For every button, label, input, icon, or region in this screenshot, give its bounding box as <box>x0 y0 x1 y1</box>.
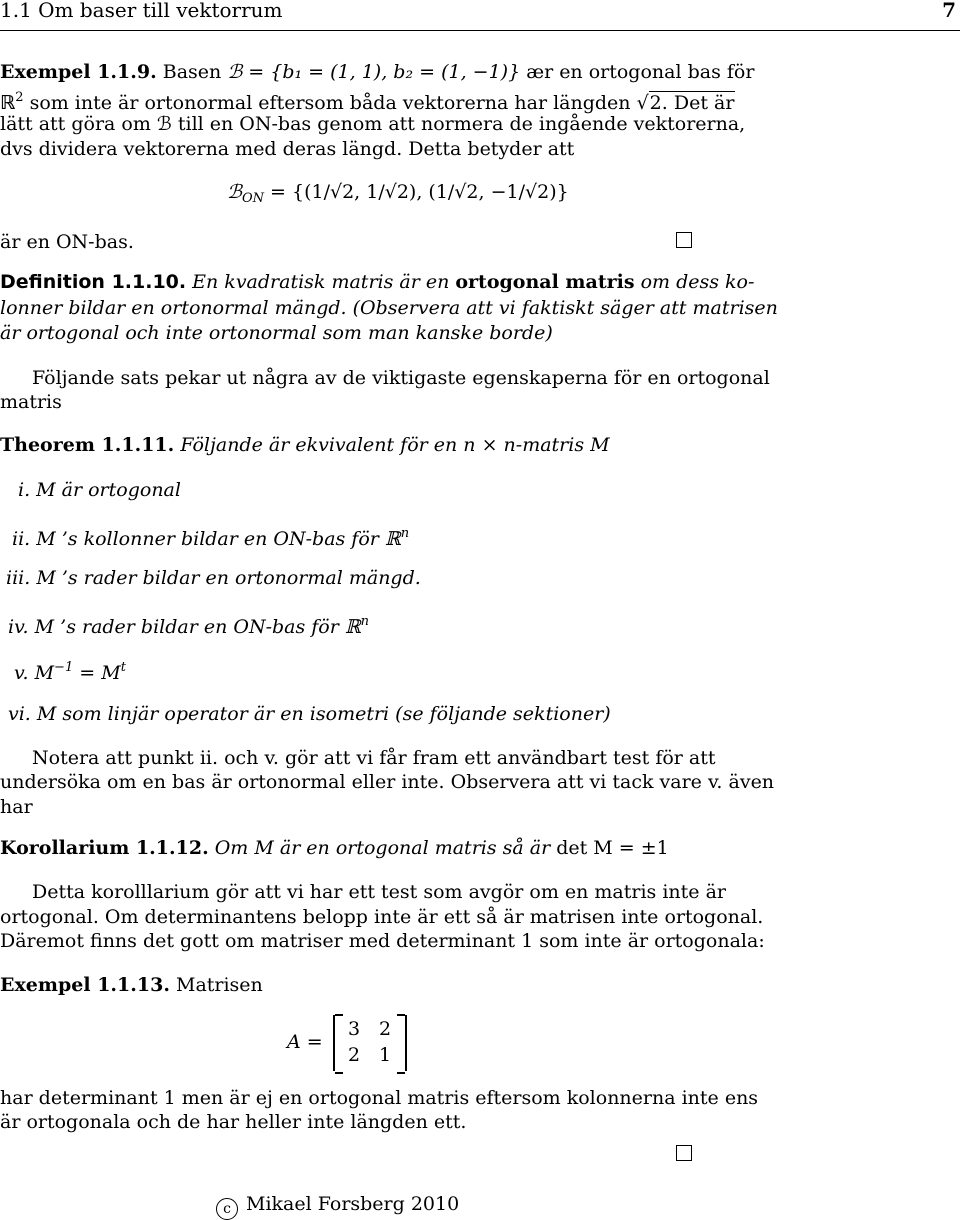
matrix-cell: 2 <box>348 1044 361 1066</box>
definition-term: ortogonal matris <box>455 271 635 293</box>
item-text: M ’s rader bildar en ortonormal mängd. <box>36 567 421 589</box>
qed-box <box>676 1145 692 1161</box>
example-1-1-9-line4: dvs dividera vektorerna med deras längd. Detta betyder att <box>0 138 575 160</box>
corollary-label: Korollarium 1.1.12. <box>0 837 209 859</box>
corollary-note-line1: Detta korolllarium gör att vi har ett test som avgör om en matris inte är <box>32 881 726 903</box>
basis-formula: ℬ = {b₁ = (1, 1), b₂ = (1, −1)} <box>227 61 521 83</box>
theorem-label: Theorem 1.1.11. <box>0 434 175 456</box>
note-line3: har <box>0 796 33 818</box>
example-label: Exempel 1.1.9. <box>0 61 157 83</box>
example-label: Exempel 1.1.13. <box>0 974 170 996</box>
item-superscript: n <box>400 526 410 541</box>
intro-line1: Följande sats pekar ut några av de viktigaste egenskaperna för en ortogonal <box>32 367 770 389</box>
item-text: M som linjär operator är en isometri (se följande sektioner) <box>36 703 611 725</box>
item-number: iii. <box>6 567 31 589</box>
copyright-icon: c <box>216 1198 238 1220</box>
note-line1: Notera att punkt ii. och v. gör att vi får fram ett användbart test för att <box>32 747 716 769</box>
matrix-A <box>333 1015 407 1071</box>
display-symbol: ℬ <box>227 181 242 203</box>
display-formula-on-basis <box>227 180 569 211</box>
example-1-1-13-after1: har determinant 1 men är ej en ortogonal matris eftersom kolonnerna inte ens <box>0 1087 759 1109</box>
example-text: som inte är ortonormal eftersom båda vektorerna har längden <box>29 92 637 114</box>
definition-label: Definition 1.1.10. <box>0 271 187 293</box>
theorem-item-vi <box>8 702 611 726</box>
corollary-formula: det M = ±1 <box>550 837 669 859</box>
item-number: v. <box>14 662 29 684</box>
item-text: M ’s rader bildar en ON-bas för ℝ <box>34 616 361 638</box>
example-1-1-9-line3: lätt att göra om ℬ till en ON-bas genom att normera de ingående vektorerna, <box>0 113 746 135</box>
note-line2: undersöka om en bas är ortonormal eller inte. Observera att vi tack vare v. även <box>0 771 775 793</box>
display-sub: ON <box>241 191 264 206</box>
item-superscript: t <box>120 660 126 675</box>
example-conclusion: är en ON-bas. <box>0 231 134 253</box>
header-rule <box>0 30 960 31</box>
definition-line1 <box>0 270 754 294</box>
matrix-cell: 1 <box>379 1044 392 1066</box>
example-1-1-13-heading <box>0 973 263 997</box>
example-1-1-9-line2: ℝ$^2$ som inte är ortonormal eftersom båda vektorerna har längden √2. Det är <box>0 90 735 114</box>
matrix-name: A = <box>287 1031 323 1053</box>
example-text: ær en ortogonal bas för <box>520 61 755 83</box>
item-text: M <box>34 662 55 684</box>
intro-line2: matris <box>0 391 62 413</box>
corollary-note-line3: Däremot finns det gott om matriser med determinant 1 som inte är ortogonala: <box>0 930 765 952</box>
sqrt-radicand: 2. Det är <box>649 92 735 114</box>
definition-text: En kvadratisk matris är en <box>192 271 456 293</box>
running-header-section: 1.1 Om baser till vektorrum <box>0 0 283 22</box>
theorem-item-i <box>18 478 181 502</box>
theorem-statement <box>0 433 610 457</box>
item-text: = M <box>73 662 121 684</box>
example-text: Basen <box>162 61 228 83</box>
theorem-item-iii <box>6 566 421 590</box>
definition-line3: är ortogonal och inte ortonormal som man kanske borde) <box>0 322 553 344</box>
corollary-note-line2: ortogonal. Om determinantens belopp inte är ett så är matrisen inte ortogonal. <box>0 906 764 928</box>
display-rest: = {(1/√2, 1/√2), (1/√2, −1/√2)} <box>263 181 569 203</box>
item-superscript: −1 <box>54 660 74 675</box>
item-number: i. <box>18 479 31 501</box>
item-number: vi. <box>8 703 31 725</box>
definition-line2: lonner bildar en ortonormal mängd. (Observera att vi faktiskt säger att matrisen <box>0 297 778 319</box>
item-superscript: n <box>360 614 370 629</box>
footer-author: Mikael Forsberg 2010 <box>246 1193 460 1215</box>
item-text: M ’s kollonner bildar en ON-bas för ℝ <box>36 528 401 550</box>
example-1-1-13-after2: är ortogonala och de har heller inte längden ett. <box>0 1111 467 1133</box>
footer <box>216 1192 459 1220</box>
matrix-cell: 3 <box>348 1018 361 1040</box>
theorem-text: Följande är ekvivalent för en n × n-matris M <box>180 434 610 456</box>
corollary-statement <box>0 836 669 860</box>
page-number: 7 <box>942 0 956 22</box>
item-number: ii. <box>12 528 31 550</box>
theorem-item-v <box>14 656 126 685</box>
corollary-text: Om M är en ortogonal matris så är <box>214 837 551 859</box>
item-text: M är ortogonal <box>36 479 181 501</box>
example-text: Matrisen <box>175 974 263 996</box>
theorem-item-iv <box>8 610 369 639</box>
example-1-1-9-line1 <box>0 60 754 84</box>
matrix-cell: 2 <box>379 1018 392 1040</box>
qed-box <box>676 232 692 248</box>
theorem-item-ii <box>12 522 409 551</box>
item-number: iv. <box>8 616 29 638</box>
definition-text: om dess ko- <box>634 271 755 293</box>
